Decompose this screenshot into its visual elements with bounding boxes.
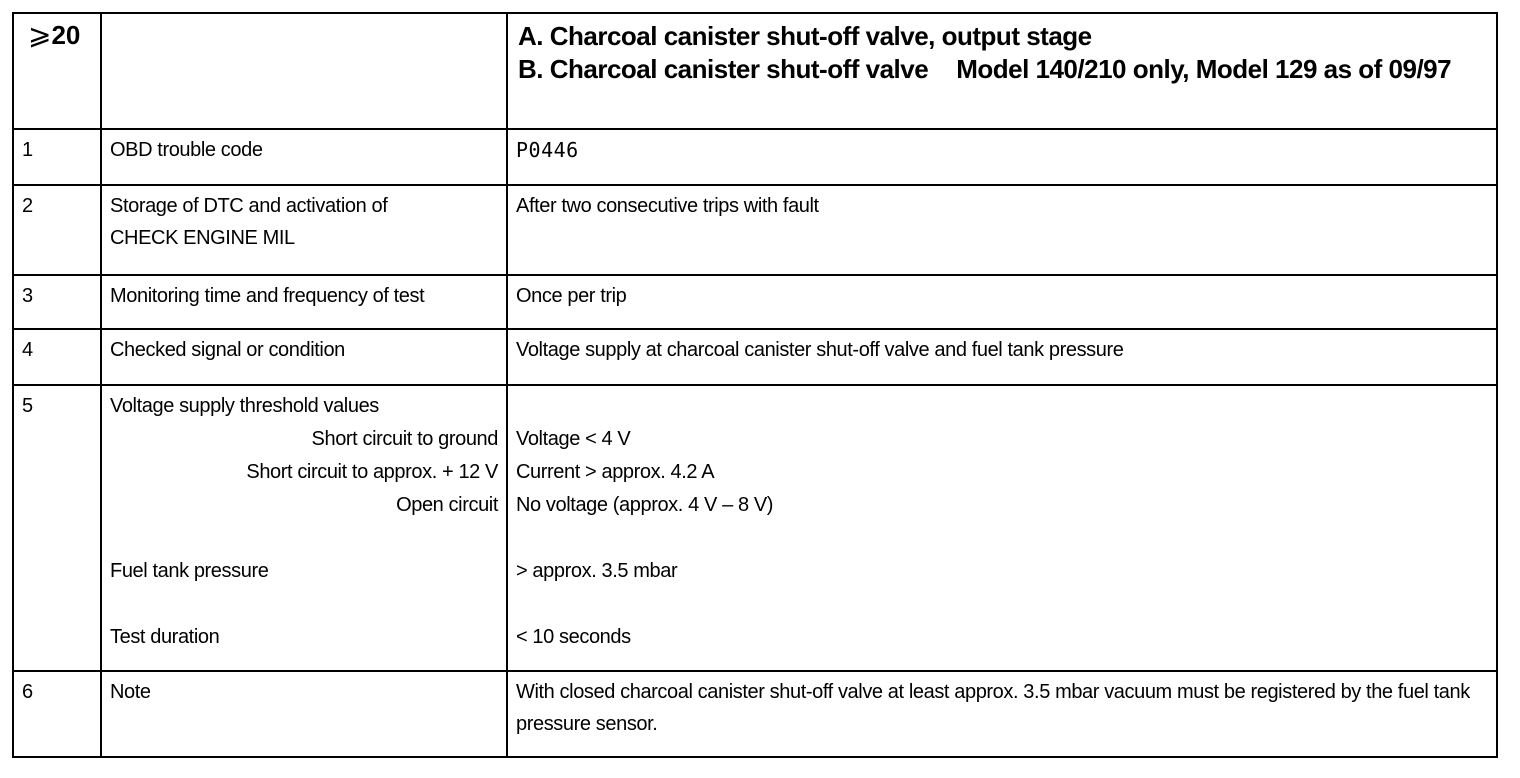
threshold-value-open: No voltage (approx. 4 V – 8 V) [516, 494, 774, 516]
threshold-label-open: Open circuit [396, 494, 498, 516]
row-label: OBD trouble code [110, 139, 263, 161]
table-row [13, 185, 1497, 275]
table-header-row [13, 13, 1497, 129]
threshold-label-12v: Short circuit to approx. + 12 V [246, 461, 498, 483]
fuel-tank-pressure-label: Fuel tank pressure [110, 560, 269, 582]
row-value: Voltage supply at charcoal canister shut-off valve and fuel tank pressure [516, 339, 1124, 361]
title-line-b [518, 53, 1488, 86]
threshold-label-ground: Short circuit to ground [311, 428, 498, 450]
row-number: 5 [22, 395, 33, 417]
row-number: 1 [22, 139, 33, 161]
threshold-value-12v: Current > approx. 4.2 A [516, 461, 715, 483]
table-row [13, 275, 1497, 329]
row-label-line-1: Storage of DTC and activation of [110, 195, 388, 217]
threshold-value-ground: Voltage < 4 V [516, 428, 631, 450]
row-number: 4 [22, 339, 33, 361]
row-label: Note [110, 681, 151, 703]
table-row [13, 129, 1497, 185]
threshold-value-spacer [516, 390, 1488, 423]
row-label: Monitoring time and frequency of test [110, 285, 425, 307]
section-number-value: 20 [51, 20, 81, 50]
obd-trouble-code: P0446 [516, 138, 579, 162]
row-value: After two consecutive trips with fault [516, 195, 819, 217]
row-number: 3 [22, 285, 33, 307]
diagnostic-table [12, 12, 1498, 758]
note-text: With closed charcoal canister shut-off valve at least approx. 3.5 mbar vacuum must be registered by the fuel tank pressure sensor. [516, 681, 1470, 735]
header-empty-cell [101, 13, 507, 129]
section-number [14, 14, 100, 50]
row-number: 2 [22, 195, 33, 217]
row-label: Checked signal or condition [110, 339, 345, 361]
row-label-line-2: CHECK ENGINE MIL [110, 227, 295, 249]
table-row [13, 329, 1497, 385]
test-duration-value: < 10 seconds [516, 626, 631, 648]
title-model-note: Model 140/210 only, Model 129 as of 09/97 [956, 54, 1452, 84]
table-row [13, 671, 1497, 757]
fuel-tank-pressure-value: > approx. 3.5 mbar [516, 560, 678, 582]
threshold-heading: Voltage supply threshold values [110, 395, 379, 417]
row-number: 6 [22, 681, 33, 703]
test-duration-label: Test duration [110, 626, 220, 648]
row-value: Once per trip [516, 285, 627, 307]
section-number-cell [13, 13, 101, 129]
table-row [13, 385, 1497, 671]
title-cell [507, 13, 1497, 129]
title-line-a: A. Charcoal canister shut-off valve, output stage [518, 21, 1092, 51]
greater-or-equal-icon: ⩾ [28, 19, 52, 50]
title-line-b-text: B. Charcoal canister shut-off valve [518, 54, 929, 84]
